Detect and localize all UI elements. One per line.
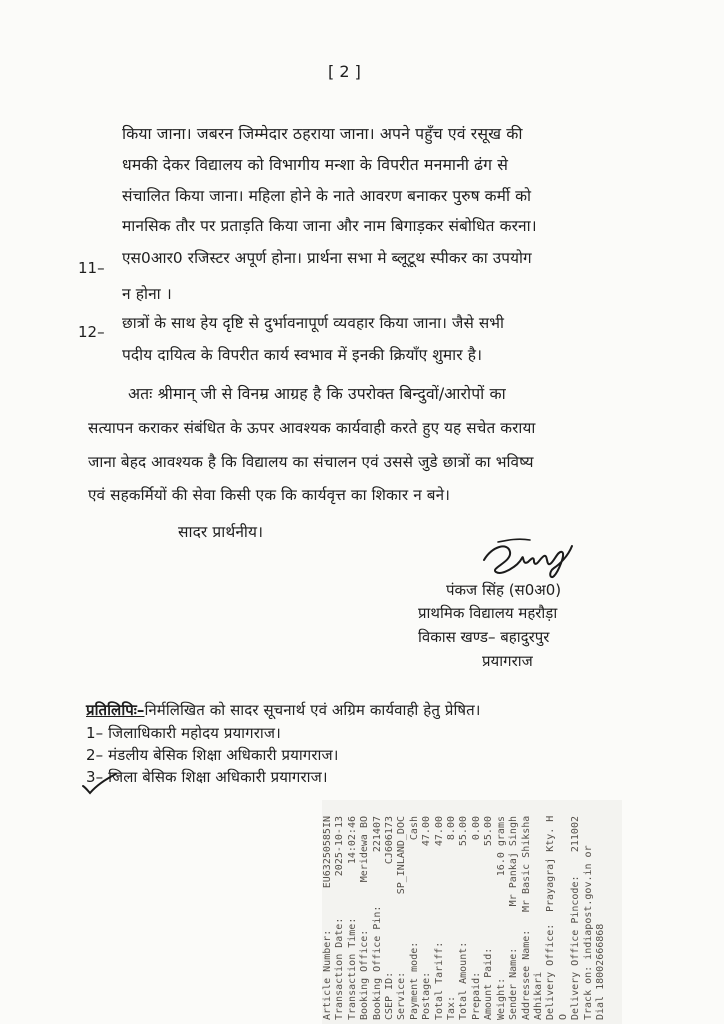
- receipt-row: [558, 800, 570, 1024]
- postal-receipt: [322, 800, 622, 1024]
- copy-item-2-text: मंडलीय बेसिक शिक्षा अधिकारी प्रयागराज।: [108, 746, 339, 764]
- receipt-value: 55.00: [458, 816, 470, 847]
- receipt-label: Booking Office:: [359, 929, 371, 1020]
- item-11-number: 11–: [78, 259, 105, 277]
- receipt-value: CJ606173: [384, 816, 396, 865]
- item-11-line-2: न होना ।: [122, 285, 172, 303]
- receipt-row: [595, 800, 607, 1024]
- receipt-value: 55.00: [483, 816, 495, 847]
- copy-to-text: निर्मलिखित को सादर सूचनार्थ एवं अग्रिम कार्यवाही हेतु प्रेषित।: [144, 701, 481, 719]
- receipt-row: [322, 800, 334, 1024]
- receipt-value: Mr Basic Shiksha: [520, 815, 532, 912]
- receipt-label: O: [557, 1013, 569, 1020]
- receipt-row: [583, 800, 595, 1024]
- signatory-district: प्रयागराज: [482, 652, 533, 670]
- postal-receipt-rows: [322, 800, 622, 1024]
- receipt-value: 2025-10-13: [334, 816, 346, 877]
- receipt-row: [471, 800, 483, 1024]
- copy-item-2-num: 2–: [86, 746, 104, 764]
- receipt-value: 47.00: [421, 816, 433, 847]
- item-12-number: 12–: [78, 323, 105, 341]
- receipt-row: [434, 800, 446, 1024]
- receipt-label: Amount Paid:: [483, 947, 495, 1020]
- receipt-label: Booking Office Pin:: [371, 905, 383, 1020]
- receipt-label: Tax:: [446, 995, 458, 1020]
- signatory-name: पंकज सिंह (स0अ0): [446, 581, 562, 599]
- receipt-value: 8.00: [446, 816, 458, 841]
- receipt-label: Track on: indiapost.gov.in or: [582, 845, 594, 1020]
- receipt-label: Sender Name:: [508, 947, 520, 1020]
- receipt-label: Postage:: [421, 971, 433, 1020]
- request-line-4: एवं सहकर्मियों की सेवा किसी एक कि कार्यवृत्त का शिकार न बने।: [88, 486, 451, 504]
- paragraph-1-line-3: संचालित किया जाना। महिला होने के नाते आवरण बनाकर पुरुष कर्मी को: [122, 187, 532, 205]
- receipt-row: [421, 800, 433, 1024]
- receipt-label: Transaction Time:: [346, 917, 358, 1020]
- item-12-line-2: पदीय दायित्व के विपरीत कार्य स्वभाव में इनकी क्रियाँए शुमार है।: [122, 346, 483, 364]
- receipt-value: SP_INLAND_DOC: [396, 816, 408, 895]
- receipt-row: [409, 800, 421, 1024]
- receipt-value: 16.0 grams: [495, 816, 507, 877]
- closing-text: सादर प्रार्थनीय।: [178, 523, 264, 541]
- receipt-row: [334, 800, 346, 1024]
- copy-item-1-text: जिलाधिकारी महोदय प्रयागराज।: [108, 724, 281, 742]
- receipt-row: [396, 800, 408, 1024]
- receipt-value: 221407: [371, 816, 383, 853]
- receipt-row: [384, 800, 396, 1024]
- page-number: [ 2 ]: [328, 62, 361, 81]
- receipt-value: Mr Pankaj Singh: [508, 816, 520, 907]
- signatory-school: प्राथमिक विद्यालय महरौड़ा: [418, 604, 558, 622]
- copy-item-3-num: 3–: [86, 768, 104, 786]
- receipt-value: Meridewa BO: [359, 816, 371, 883]
- receipt-row: [533, 800, 545, 1024]
- receipt-label: Prepaid:: [470, 971, 482, 1020]
- receipt-label: Payment mode:: [408, 941, 420, 1020]
- receipt-row: [483, 800, 495, 1024]
- paragraph-1-line-4: मानसिक तौर पर प्रताड़ति किया जाना और नाम बिगाड़कर संबोधित करना।: [122, 217, 537, 235]
- receipt-label: Weight:: [495, 977, 507, 1020]
- receipt-row: [545, 800, 557, 1024]
- paragraph-1-line-2: धमकी देकर विद्यालय को विभागीय मन्शा के विपरीत मनमानी ढंग से: [122, 155, 509, 174]
- receipt-value: EU63250585IN: [322, 816, 333, 889]
- signatory-block: विकास खण्ड– बहादुरपुर: [418, 628, 550, 646]
- copy-to-line: [86, 700, 481, 720]
- item-11-line-1: एस0आर0 रजिस्टर अपूर्ण होना। प्रार्थना सभा मे ब्लूटूथ स्पीकर का उपयोग: [122, 249, 532, 267]
- receipt-value: 211002: [570, 816, 582, 853]
- handwritten-signature: [478, 532, 578, 580]
- receipt-value: 0.00: [470, 816, 482, 841]
- receipt-label: Addressee Name:: [520, 929, 532, 1020]
- receipt-row: [347, 800, 359, 1024]
- receipt-row: [521, 800, 533, 1024]
- copy-item-2: [86, 745, 338, 765]
- receipt-label: Total Amount:: [458, 941, 470, 1020]
- receipt-label: Delivery Office Pincode:: [570, 875, 582, 1020]
- receipt-value: 14:02:46: [346, 816, 358, 865]
- receipt-label: Total Tariff:: [433, 941, 445, 1020]
- receipt-value: Prayagraj Kty. H: [545, 815, 557, 912]
- receipt-row: [446, 800, 458, 1024]
- receipt-label: Adhikari: [532, 971, 544, 1020]
- tick-mark-icon: [80, 770, 120, 796]
- receipt-value: Cash: [408, 816, 420, 841]
- receipt-row: [359, 800, 371, 1024]
- receipt-row: [372, 800, 384, 1024]
- copy-to-heading: प्रतिलिपिः–: [86, 701, 145, 719]
- receipt-row: [458, 800, 470, 1024]
- copy-item-3: [86, 767, 328, 787]
- receipt-value: 47.00: [433, 816, 445, 847]
- copy-item-3-text: जिला बेसिक शिक्षा अधिकारी प्रयागराज।: [108, 768, 328, 786]
- paragraph-1-line-1: किया जाना। जबरन जिम्मेदार ठहराया जाना। अपने पहुँच एवं रसूख की: [122, 124, 523, 143]
- receipt-label: Delivery Office:: [545, 923, 557, 1020]
- receipt-row: [508, 800, 520, 1024]
- receipt-label: Article Number:: [322, 929, 333, 1020]
- request-line-3: जाना बेहद आवश्यक है कि विद्यालय का संचालन एवं उससे जुडे छात्रों का भविष्य: [88, 453, 534, 471]
- receipt-label: Dial 18002666868: [594, 923, 606, 1020]
- copy-item-1-num: 1–: [86, 724, 104, 742]
- copy-item-1: [86, 723, 281, 743]
- receipt-label: Service:: [396, 971, 408, 1020]
- receipt-label: Transaction Date:: [334, 917, 346, 1020]
- receipt-label: CSEP ID:: [384, 971, 396, 1020]
- receipt-row: [496, 800, 508, 1024]
- request-line-1: अतः श्रीमान् जी से विनम्र आग्रह है कि उपरोक्त बिन्दुवों/आरोपों का: [128, 384, 506, 403]
- request-line-2: सत्यापन कराकर संबंधित के ऊपर आवश्यक कार्यवाही करते हुए यह सचेत कराया: [88, 419, 536, 437]
- receipt-row: [570, 800, 582, 1024]
- item-12-line-1: छात्रों के साथ हेय दृष्टि से दुर्भावनापूर्ण व्यवहार किया जाना। जैसे सभी: [122, 314, 505, 332]
